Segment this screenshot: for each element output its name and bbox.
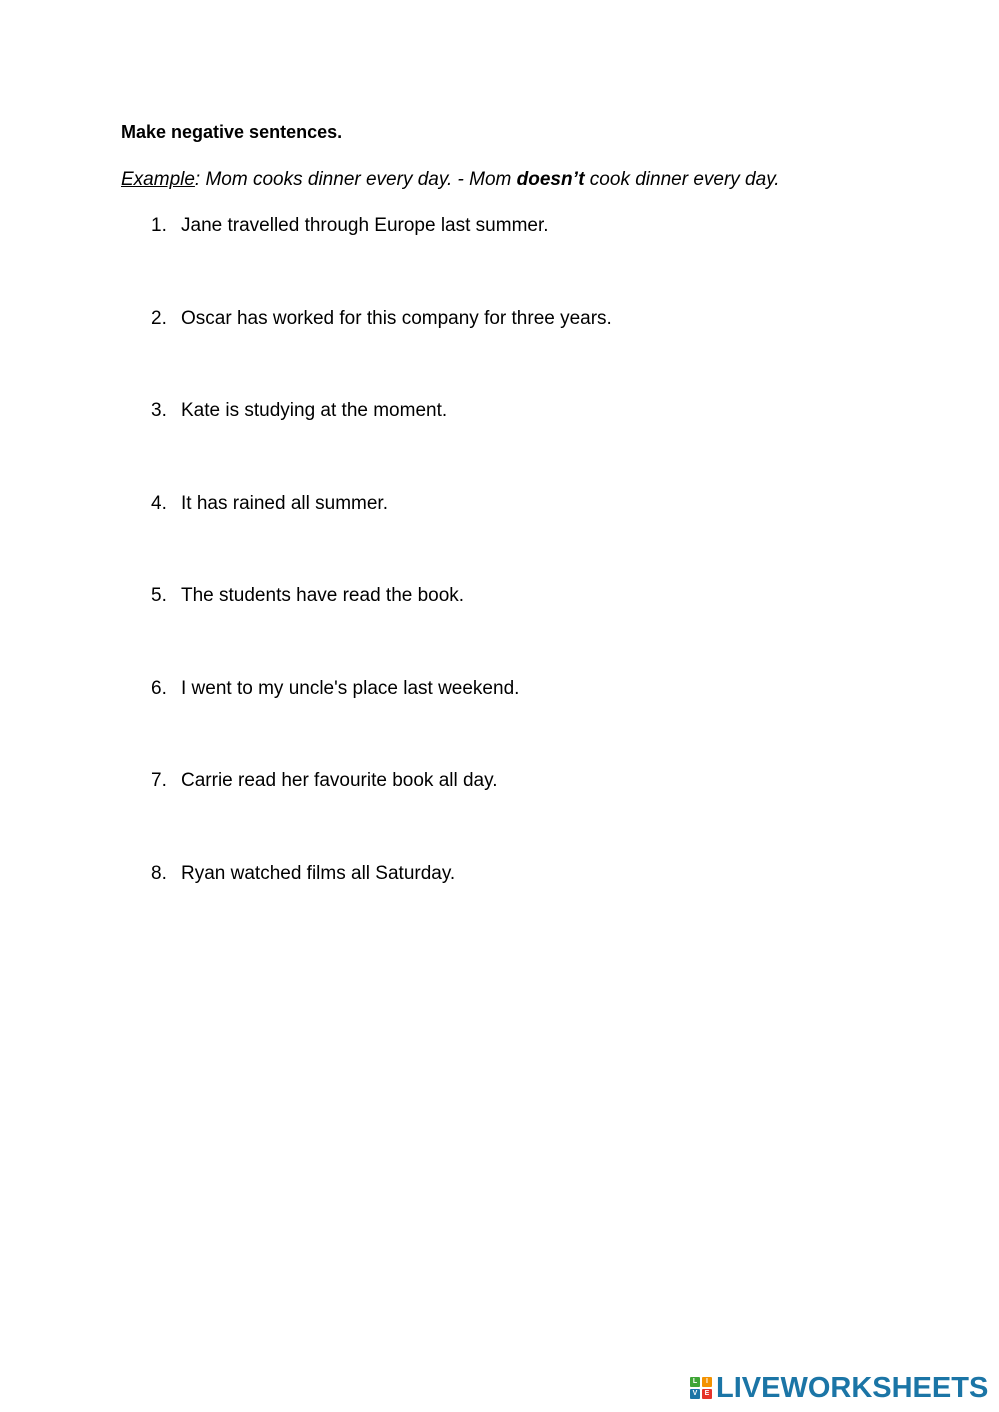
example-sentence xyxy=(121,168,780,191)
item-number: 7. xyxy=(151,770,167,791)
item-text: It has rained all summer. xyxy=(181,493,388,514)
exercise-item xyxy=(151,492,388,515)
item-text: Oscar has worked for this company for three years. xyxy=(181,308,612,329)
exercise-item xyxy=(151,862,455,885)
exercise-item xyxy=(151,584,464,607)
example-text-part2: cook dinner every day. xyxy=(584,169,780,190)
logo-text: LIVEWORKSHEETS xyxy=(716,1372,989,1404)
logo-mark-icon xyxy=(690,1377,712,1399)
logo-mark-tile: I xyxy=(702,1377,712,1387)
example-separator: : xyxy=(194,169,201,190)
example-label: Example xyxy=(121,169,195,190)
item-text: Kate is studying at the moment. xyxy=(181,400,448,421)
example-text-part1: Mom cooks dinner every day. - Mom xyxy=(200,169,517,190)
worksheet-title: Make negative sentences. xyxy=(121,122,343,142)
exercise-item xyxy=(151,769,497,792)
example-bold-word: doesn’t xyxy=(516,169,585,190)
logo-mark-tile: E xyxy=(702,1389,712,1399)
exercise-item xyxy=(151,399,447,422)
item-number: 2. xyxy=(151,308,167,329)
item-number: 6. xyxy=(151,678,167,699)
exercise-item xyxy=(151,307,612,330)
logo-mark-tile: L xyxy=(690,1377,700,1387)
exercise-item xyxy=(151,677,519,700)
liveworksheets-logo xyxy=(690,1370,988,1406)
item-number: 5. xyxy=(151,585,167,606)
item-number: 3. xyxy=(151,400,167,421)
exercise-item xyxy=(151,214,549,237)
item-text: Jane travelled through Europe last summer. xyxy=(181,215,549,236)
item-text: I went to my uncle's place last weekend. xyxy=(181,678,520,699)
logo-mark-tile: V xyxy=(690,1389,700,1399)
item-number: 4. xyxy=(151,493,167,514)
item-text: Carrie read her favourite book all day. xyxy=(181,770,498,791)
item-text: Ryan watched films all Saturday. xyxy=(181,863,456,884)
item-number: 8. xyxy=(151,863,167,884)
item-text: The students have read the book. xyxy=(181,585,465,606)
item-number: 1. xyxy=(151,215,167,236)
